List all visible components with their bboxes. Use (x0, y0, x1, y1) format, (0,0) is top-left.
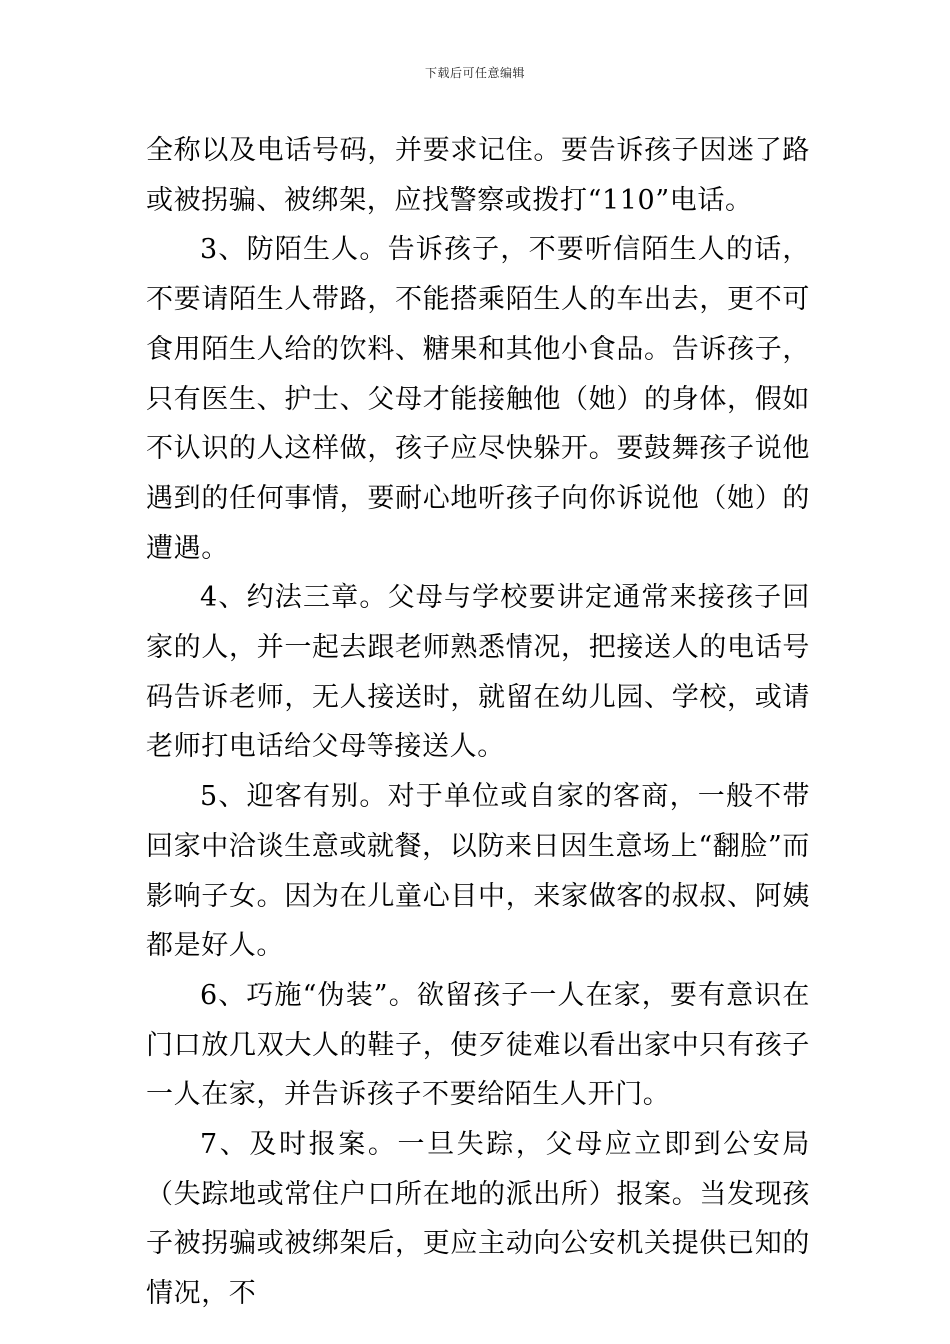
paragraph-item-6: 6、巧施“伪装”。欲留孩子一人在家，要有意识在门口放几双大人的鞋子，使歹徒难以看出家中只有孩子一人在家，并告诉孩子不要给陌生人开门。 (146, 979, 810, 1111)
document-body (146, 126, 810, 1319)
paragraph-item-3: 3、防陌生人。告诉孩子，不要听信陌生人的话，不要请陌生人带路，不能搭乘陌生人的车出去，更不可食用陌生人给的饮料、糖果和其他小食品。告诉孩子，只有医生、护士、父母才能接触他（她）的身体，假如不认识的人这样做，孩子应尽快躲开。要鼓舞孩子说他遇到的任何事情，要耐心地听孩子向你诉说他（她）的遭遇。 (146, 234, 810, 564)
paragraph-item-5: 5、迎客有别。对于单位或自家的客商，一般不带回家中洽谈生意或就餐，以防来日因生意场上“翻脸”而影响子女。因为在儿童心目中，来家做客的叔叔、阿姨都是好人。 (146, 781, 810, 962)
paragraph-item-4: 4、约法三章。父母与学校要讲定通常来接孩子回家的人，并一起去跟老师熟悉情况，把接送人的电话号码告诉老师，无人接送时，就留在幼儿园、学校，或请老师打电话给父母等接送人。 (146, 582, 810, 763)
page-header: 下载后可任意编辑 (424, 66, 525, 80)
paragraph-continuation: 全称以及电话号码，并要求记住。要告诉孩子因迷了路或被拐骗、被绑架，应找警察或拨打“110”电话。 (146, 135, 810, 216)
paragraph-item-7: 7、及时报案。一旦失踪，父母应立即到公安局（失踪地或常住户口所在地的派出所）报案。当发现孩子被拐骗或被绑架后，更应主动向公安机关提供已知的情况，不 (146, 1129, 810, 1310)
